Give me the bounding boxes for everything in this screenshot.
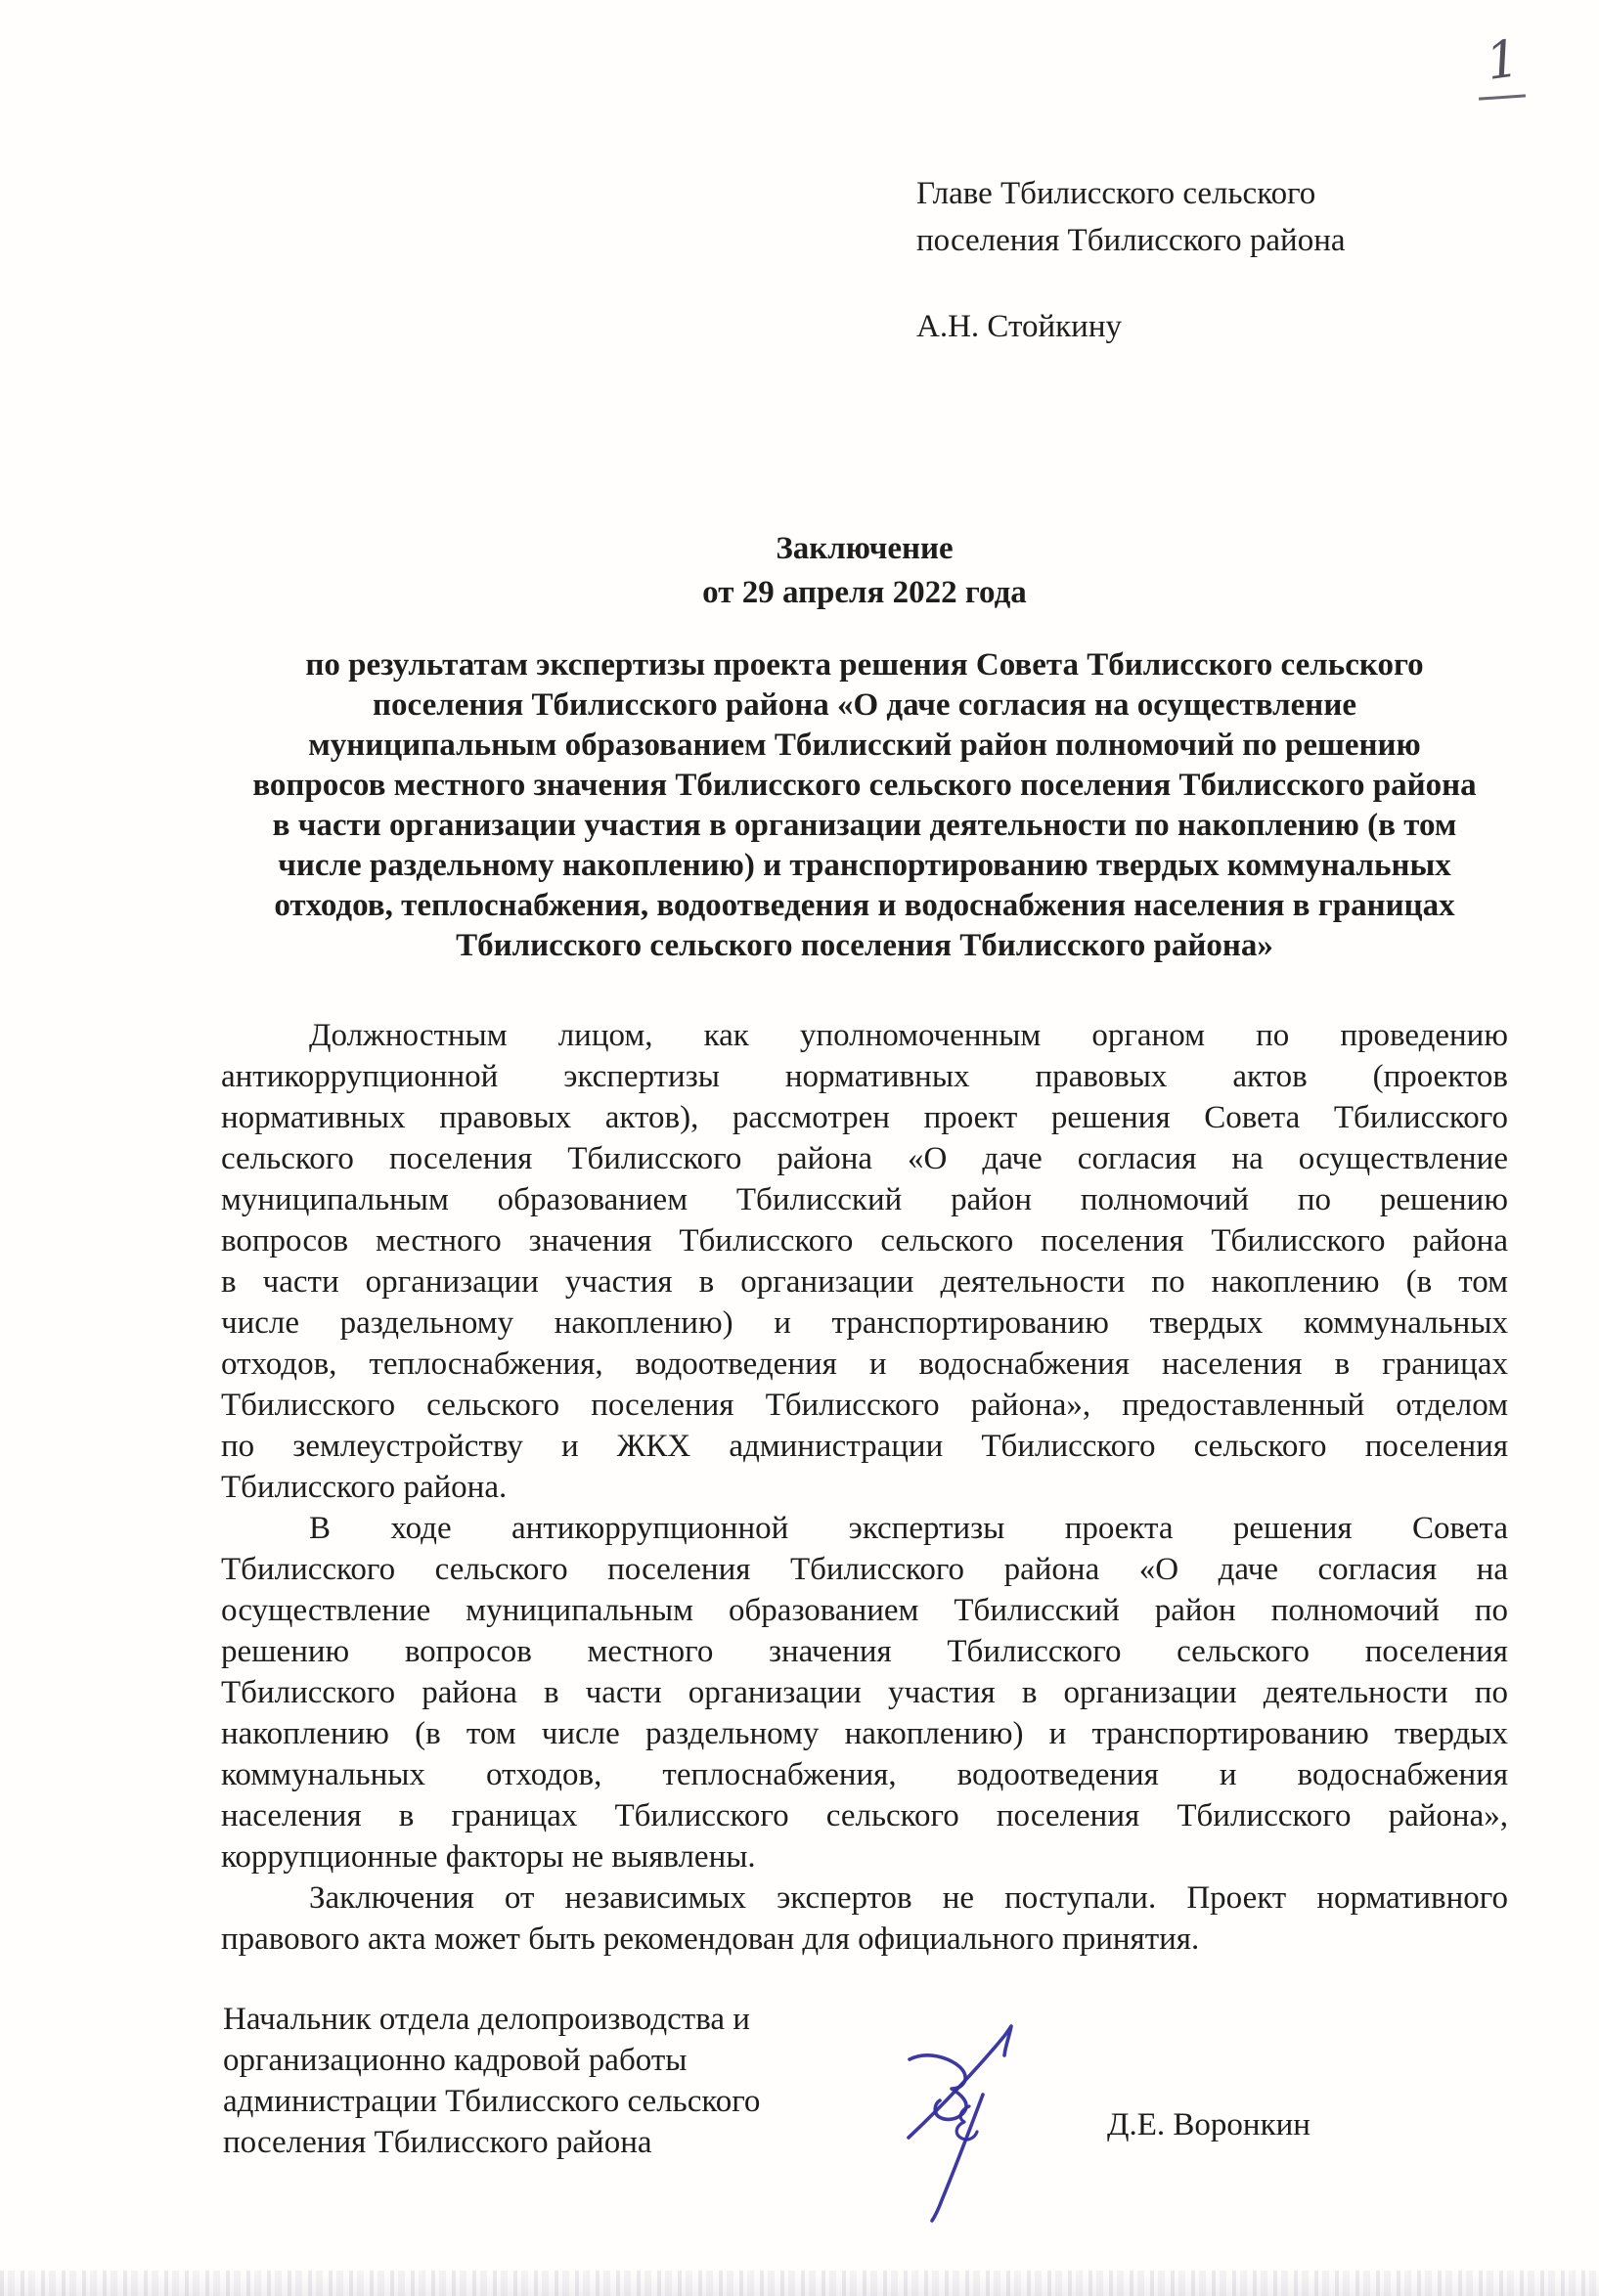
paragraph [221,1015,1508,1508]
signoff-line: поселения Тбилисского района [223,2125,652,2160]
text-line: сельского поселения Тбилисского района «О даче согласия на осуществление [221,1141,1508,1176]
addressee-line: поселения Тбилисского района [916,223,1346,258]
addressee-block [916,170,1346,350]
text-line: вопросов местного значения Тбилисского сельского поселения Тбилисского района [221,1223,1508,1258]
subject-line: по результатам экспертизы проекта решения Совета Тбилисского сельского [305,647,1424,683]
recipient-name: А.Н. Стойкину [916,309,1122,344]
paragraph [221,1508,1508,1877]
signature-stroke [932,2095,983,2221]
text-line: Заключения от независимых экспертов не поступали. Проект нормативного [309,1880,1508,1916]
signature-stroke [909,2026,1011,2138]
text-line: числе раздельному накоплению) и транспортированию твердых коммунальных [221,1305,1508,1341]
text-line: нормативных правовых актов), рассмотрен проект решения Совета Тбилисского [221,1100,1508,1135]
text-line: В ходе антикоррупционной экспертизы проекта решения Совета [309,1511,1508,1546]
body-text [221,1015,1508,1960]
text-line: правового акта может быть рекомендован для официального принятия. [221,1921,1200,1957]
signoff-line: администрации Тбилисского сельского [223,2084,761,2119]
page-number-underline [1479,94,1526,100]
text-line: Тбилисского района в части организации участия в организации деятельности по [221,1675,1508,1710]
text-line: Должностным лицом, как уполномоченным органом по проведению [309,1018,1508,1053]
text-line: населения в границах Тбилисского сельского поселения Тбилисского района», [221,1798,1508,1833]
signoff-block [223,1999,760,2163]
subject-line: поселения Тбилисского района «О даче согласия на осуществление [373,687,1356,723]
text-line: коммунальных отходов, теплоснабжения, водоотведения и водоснабжения [221,1757,1508,1792]
subject-line: числе раздельному накоплению) и транспортированию твердых коммунальных [278,848,1451,883]
text-line: по землеустройству и ЖКХ администрации Тбилисского сельского поселения [221,1429,1508,1464]
text-line: коррупционные факторы не выявлены. [221,1839,756,1875]
subject-line: муниципальным образованием Тбилисский район полномочий по решению [308,728,1421,763]
addressee-line: Главе Тбилисского сельского [916,176,1316,211]
signoff-line: Начальник отдела делопроизводства и [223,2002,750,2037]
text-line: антикоррупционной экспертизы нормативных правовых актов (проектов [221,1059,1508,1094]
text-line: решению вопросов местного значения Тбилисского сельского поселения [221,1634,1508,1669]
paragraph [221,1877,1508,1960]
addressee-lines [916,170,1346,264]
subject-line: отходов, теплоснабжения, водоотведения и водоснабжения населения в границах [274,888,1455,923]
subject-line: Тбилисского сельского поселения Тбилисского района» [456,928,1273,963]
text-line: Тбилисского района. [221,1470,508,1505]
document-title: Заключение [776,531,954,566]
text-line: Тбилисского сельского поселения Тбилисского района», предоставленный отделом [221,1388,1508,1423]
subject-line: в части организации участия в организации деятельности по накоплению (в том [272,808,1457,843]
signoff-line: организационно кадровой работы [223,2043,688,2078]
subject-block [221,645,1508,966]
text-line: в части организации участия в организации деятельности по накоплению (в том [221,1264,1508,1300]
document-title-block [221,527,1508,615]
text-line: накоплению (в том числе раздельному накоплению) и транспортированию твердых [221,1716,1508,1751]
signer-name: Д.Е. Воронкин [1107,2107,1310,2142]
text-line: муниципальным образованием Тбилисский район полномочий по решению [221,1182,1508,1217]
subject-line: вопросов местного значения Тбилисского сельского поселения Тбилисского района [252,768,1477,803]
text-line: отходов, теплоснабжения, водоотведения и водоснабжения населения в границах [221,1347,1508,1382]
page-number: 1 [1482,28,1524,93]
text-line: Тбилисского сельского поселения Тбилисского района «О даче согласия на [221,1552,1508,1587]
signature-mark [885,2012,1071,2228]
scan-edge-artifact [0,2271,1599,2296]
text-line: осуществление муниципальным образованием Тбилисский район полномочий по [221,1593,1508,1628]
document-date: от 29 апреля 2022 года [702,575,1027,610]
